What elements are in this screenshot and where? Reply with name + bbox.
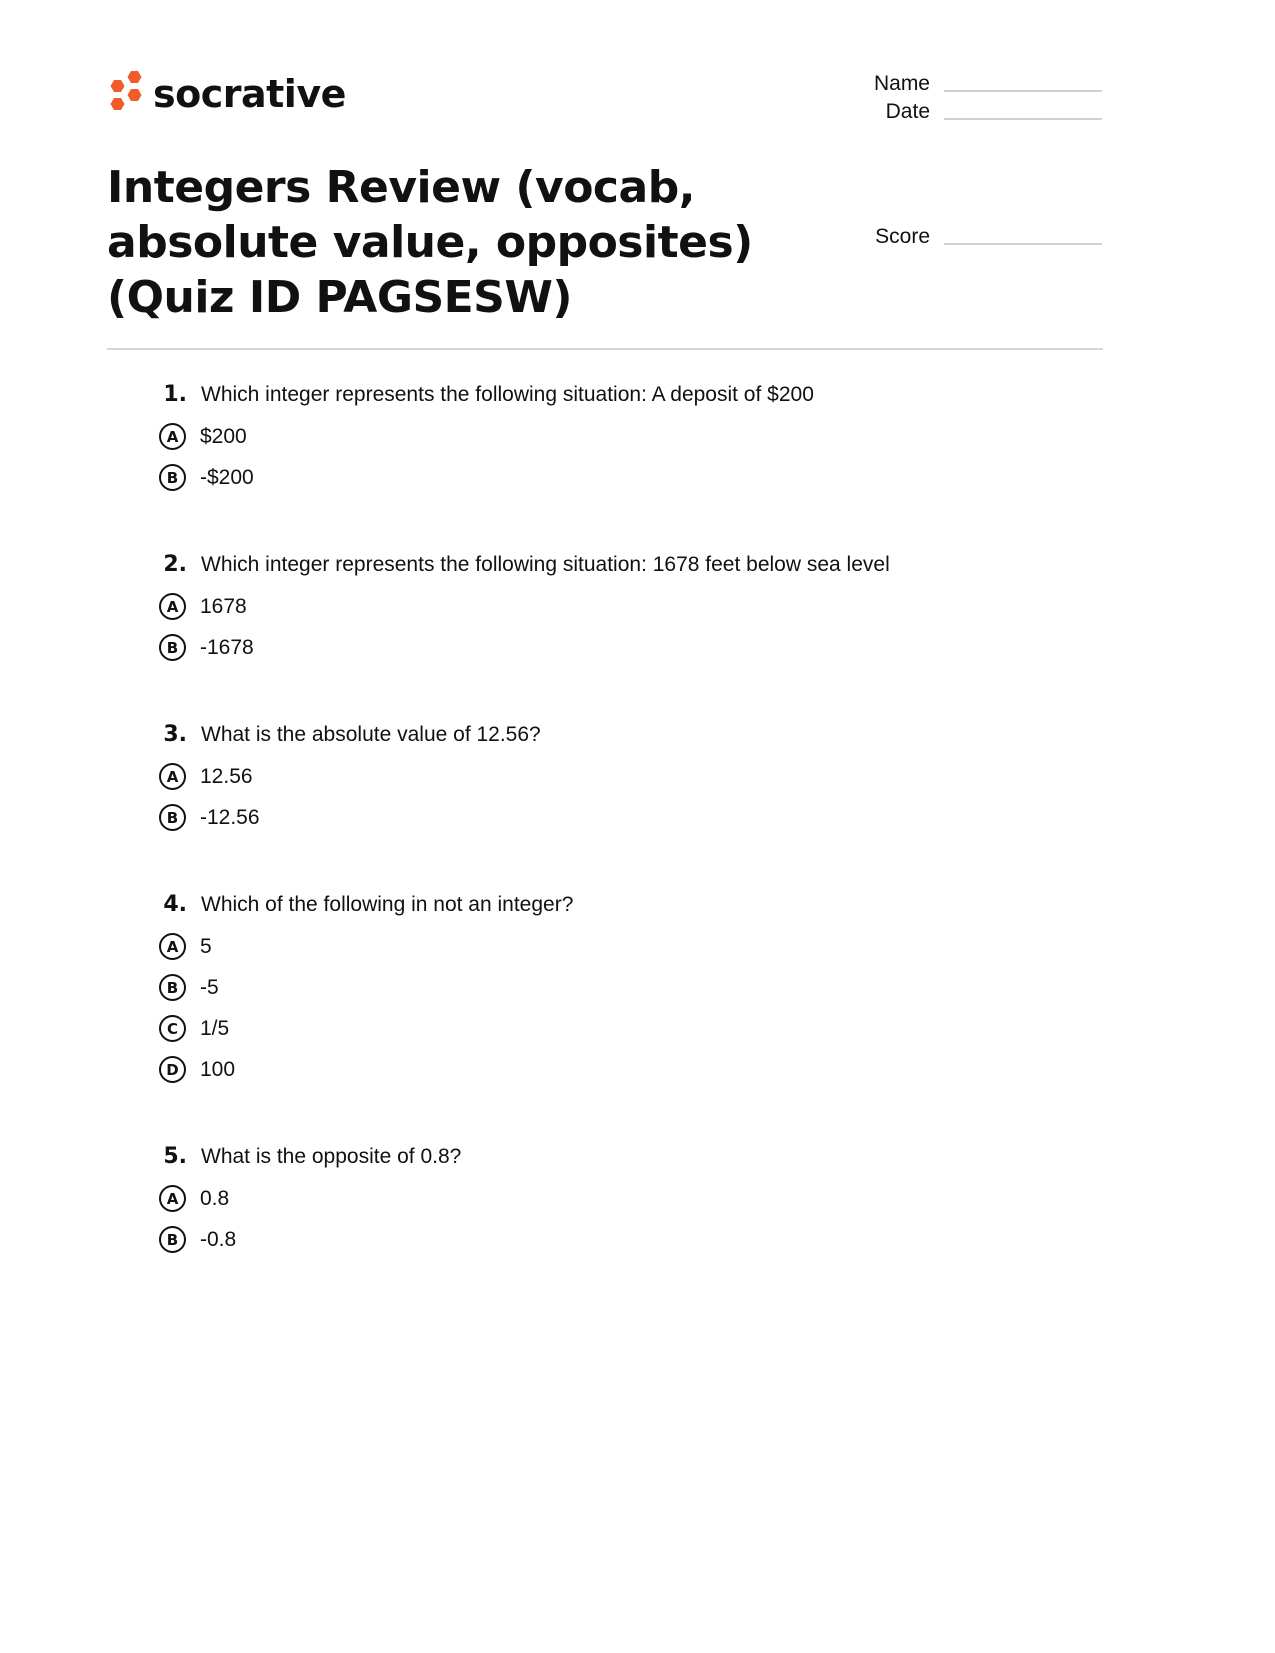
date-field[interactable] [850,100,1102,124]
question-list [158,382,1058,1314]
choice-b[interactable] [158,967,1058,1008]
socrative-logo [107,70,346,118]
question-text: Which integer represents the following situation: A deposit of $200 [201,383,814,406]
question-number: 3. [163,722,187,747]
choice-bubble-a[interactable]: A [159,1185,186,1212]
date-line[interactable] [944,118,1102,120]
question-number: 2. [163,552,187,577]
score-label: Score [875,225,930,248]
quiz-title: Integers Review (vocab, absolute value, opposites) (Quiz ID PAGSESW) [107,162,753,323]
question-text: Which of the following in not an integer? [201,893,574,916]
date-label: Date [885,100,930,123]
choice-bubble-a[interactable]: A [159,933,186,960]
choice-b[interactable] [158,627,1058,668]
choice-bubble-c[interactable]: C [159,1015,186,1042]
question-text: What is the opposite of 0.8? [201,1145,462,1168]
question-text: Which integer represents the following situation: 1678 feet below sea level [201,553,890,576]
choice-a[interactable] [158,586,1058,627]
score-line[interactable] [944,243,1102,245]
choice-text: 100 [200,1057,236,1081]
choice-bubble-a[interactable]: A [159,423,186,450]
choice-a[interactable] [158,416,1058,457]
choice-text: 1678 [200,594,247,618]
score-field[interactable] [850,225,1102,249]
choice-b[interactable] [158,457,1058,498]
choice-text: 12.56 [200,764,253,788]
choice-d[interactable] [158,1049,1058,1090]
choice-text: -0.8 [200,1227,237,1251]
choice-bubble-a[interactable]: A [159,763,186,790]
header-divider [107,348,1103,350]
choice-bubble-b[interactable]: B [159,464,186,491]
question-text: What is the absolute value of 12.56? [201,723,541,746]
question-4 [158,892,1058,1090]
choice-text: 1/5 [200,1016,230,1040]
choice-bubble-b[interactable]: B [159,974,186,1001]
choice-bubble-d[interactable]: D [159,1056,186,1083]
choice-c[interactable] [158,1008,1058,1049]
choice-bubble-b[interactable]: B [159,1226,186,1253]
choice-text: 5 [200,934,212,958]
choice-b[interactable] [158,797,1058,838]
question-number: 5. [163,1144,187,1169]
choice-text: -$200 [200,465,254,489]
question-number: 1. [163,382,187,407]
question-number: 4. [163,892,187,917]
hexagon-cluster-icon [107,70,145,118]
question-2 [158,552,1058,668]
choice-b[interactable] [158,1219,1058,1260]
question-5 [158,1144,1058,1260]
choice-text: -1678 [200,635,254,659]
choice-bubble-a[interactable]: A [159,593,186,620]
choice-bubble-b[interactable]: B [159,634,186,661]
choice-text: -5 [200,975,219,999]
name-label: Name [873,72,930,95]
choice-a[interactable] [158,1178,1058,1219]
name-field[interactable] [850,72,1102,96]
question-3 [158,722,1058,838]
brand-name: socrative [153,72,346,116]
choice-text: 0.8 [200,1186,230,1210]
choice-a[interactable] [158,756,1058,797]
choice-a[interactable] [158,926,1058,967]
choice-bubble-b[interactable]: B [159,804,186,831]
choice-text: $200 [200,424,247,448]
question-1 [158,382,1058,498]
name-line[interactable] [944,90,1102,92]
choice-text: -12.56 [200,805,260,829]
